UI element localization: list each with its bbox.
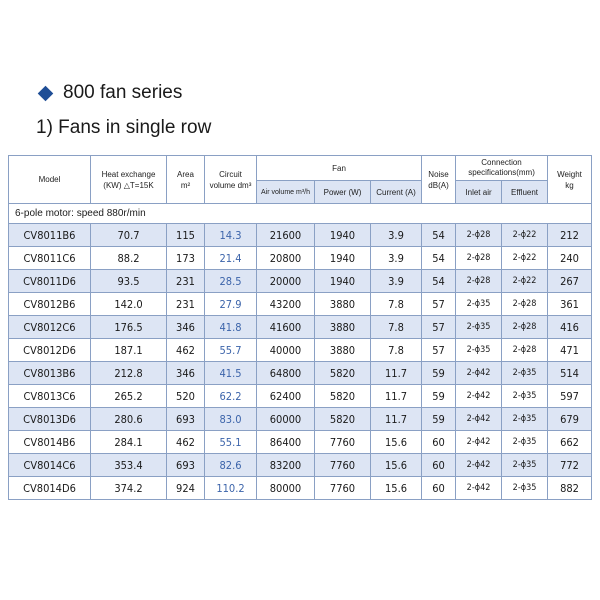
cell-inlet-air: 2-ϕ42 <box>456 362 502 385</box>
cell-air-volume: 40000 <box>257 339 315 362</box>
col-fan-header: Fan <box>257 156 422 181</box>
col-air-volume-header: Air volume m³/h <box>257 181 315 204</box>
cell-inlet-air: 2-ϕ42 <box>456 385 502 408</box>
cell-current: 11.7 <box>371 362 422 385</box>
cell-heat-exchange: 70.7 <box>91 224 167 247</box>
cell-power: 3880 <box>315 293 371 316</box>
cell-effluent: 2-ϕ22 <box>502 224 548 247</box>
cell-heat-exchange: 142.0 <box>91 293 167 316</box>
cell-heat-exchange: 265.2 <box>91 385 167 408</box>
cell-inlet-air: 2-ϕ28 <box>456 247 502 270</box>
cell-circuit-volume: 110.2 <box>205 477 257 500</box>
cell-power: 1940 <box>315 270 371 293</box>
cell-area: 693 <box>167 408 205 431</box>
cell-air-volume: 80000 <box>257 477 315 500</box>
cell-effluent: 2-ϕ35 <box>502 362 548 385</box>
col-heat-header: Heat exchange (KW) △T=15K <box>91 156 167 204</box>
table-row <box>9 339 592 362</box>
cell-circuit-volume: 55.1 <box>205 431 257 454</box>
col-noise-header: Noise dB(A) <box>422 156 456 204</box>
cell-air-volume: 20000 <box>257 270 315 293</box>
cell-noise: 57 <box>422 316 456 339</box>
cell-power: 7760 <box>315 477 371 500</box>
table-row <box>9 431 592 454</box>
table-row <box>9 385 592 408</box>
cell-current: 7.8 <box>371 293 422 316</box>
cell-model: CV8012C6 <box>9 316 91 339</box>
series-heading <box>40 82 182 104</box>
cell-inlet-air: 2-ϕ35 <box>456 339 502 362</box>
cell-weight: 267 <box>548 270 592 293</box>
series-heading-text: 800 fan series <box>63 82 183 103</box>
cell-current: 7.8 <box>371 339 422 362</box>
table-body <box>9 204 592 500</box>
cell-circuit-volume: 41.8 <box>205 316 257 339</box>
cell-model: CV8011D6 <box>9 270 91 293</box>
cell-air-volume: 43200 <box>257 293 315 316</box>
col-area-header: Area m² <box>167 156 205 204</box>
cell-model: CV8013D6 <box>9 408 91 431</box>
cell-area: 462 <box>167 339 205 362</box>
cell-effluent: 2-ϕ35 <box>502 408 548 431</box>
cell-circuit-volume: 28.5 <box>205 270 257 293</box>
cell-effluent: 2-ϕ35 <box>502 454 548 477</box>
table-header <box>9 156 592 204</box>
table-row <box>9 224 592 247</box>
cell-area: 231 <box>167 270 205 293</box>
cell-circuit-volume: 14.3 <box>205 224 257 247</box>
cell-weight: 240 <box>548 247 592 270</box>
cell-weight: 361 <box>548 293 592 316</box>
cell-model: CV8013B6 <box>9 362 91 385</box>
diamond-bullet-icon <box>38 85 54 101</box>
cell-weight: 416 <box>548 316 592 339</box>
cell-noise: 57 <box>422 339 456 362</box>
cell-current: 7.8 <box>371 316 422 339</box>
cell-inlet-air: 2-ϕ42 <box>456 454 502 477</box>
cell-inlet-air: 2-ϕ35 <box>456 316 502 339</box>
cell-noise: 54 <box>422 270 456 293</box>
cell-weight: 679 <box>548 408 592 431</box>
col-inlet-header: Inlet air <box>456 181 502 204</box>
cell-air-volume: 60000 <box>257 408 315 431</box>
cell-noise: 60 <box>422 454 456 477</box>
cell-noise: 59 <box>422 362 456 385</box>
cell-circuit-volume: 83.0 <box>205 408 257 431</box>
cell-heat-exchange: 284.1 <box>91 431 167 454</box>
cell-effluent: 2-ϕ28 <box>502 316 548 339</box>
cell-area: 924 <box>167 477 205 500</box>
cell-current: 15.6 <box>371 454 422 477</box>
cell-noise: 54 <box>422 224 456 247</box>
col-connection-header: Connection specifications(mm) <box>456 156 548 181</box>
cell-heat-exchange: 212.8 <box>91 362 167 385</box>
table-row <box>9 454 592 477</box>
cell-inlet-air: 2-ϕ35 <box>456 293 502 316</box>
cell-current: 15.6 <box>371 431 422 454</box>
cell-model: CV8014D6 <box>9 477 91 500</box>
cell-air-volume: 83200 <box>257 454 315 477</box>
cell-effluent: 2-ϕ28 <box>502 293 548 316</box>
cell-heat-exchange: 88.2 <box>91 247 167 270</box>
section-heading: 1) Fans in single row <box>36 117 212 138</box>
cell-heat-exchange: 93.5 <box>91 270 167 293</box>
cell-model: CV8011B6 <box>9 224 91 247</box>
cell-noise: 59 <box>422 408 456 431</box>
cell-model: CV8012D6 <box>9 339 91 362</box>
cell-power: 1940 <box>315 247 371 270</box>
col-circuit-header: Circuit volume dm³ <box>205 156 257 204</box>
col-weight-header: Weight kg <box>548 156 592 204</box>
cell-current: 11.7 <box>371 408 422 431</box>
cell-noise: 60 <box>422 477 456 500</box>
cell-weight: 882 <box>548 477 592 500</box>
cell-current: 15.6 <box>371 477 422 500</box>
cell-area: 346 <box>167 316 205 339</box>
cell-power: 1940 <box>315 224 371 247</box>
cell-area: 462 <box>167 431 205 454</box>
cell-inlet-air: 2-ϕ28 <box>456 270 502 293</box>
cell-model: CV8011C6 <box>9 247 91 270</box>
cell-area: 173 <box>167 247 205 270</box>
col-power-header: Power (W) <box>315 181 371 204</box>
cell-air-volume: 62400 <box>257 385 315 408</box>
cell-noise: 54 <box>422 247 456 270</box>
cell-circuit-volume: 27.9 <box>205 293 257 316</box>
cell-inlet-air: 2-ϕ42 <box>456 431 502 454</box>
cell-current: 11.7 <box>371 385 422 408</box>
cell-effluent: 2-ϕ28 <box>502 339 548 362</box>
cell-circuit-volume: 21.4 <box>205 247 257 270</box>
cell-power: 3880 <box>315 316 371 339</box>
cell-weight: 772 <box>548 454 592 477</box>
cell-inlet-air: 2-ϕ28 <box>456 224 502 247</box>
cell-circuit-volume: 41.5 <box>205 362 257 385</box>
table-row <box>9 293 592 316</box>
cell-effluent: 2-ϕ35 <box>502 385 548 408</box>
cell-model: CV8014C6 <box>9 454 91 477</box>
cell-current: 3.9 <box>371 224 422 247</box>
cell-weight: 662 <box>548 431 592 454</box>
cell-heat-exchange: 353.4 <box>91 454 167 477</box>
cell-air-volume: 20800 <box>257 247 315 270</box>
col-effluent-header: Effluent <box>502 181 548 204</box>
spec-table <box>8 155 592 500</box>
cell-current: 3.9 <box>371 247 422 270</box>
cell-circuit-volume: 62.2 <box>205 385 257 408</box>
table-row <box>9 247 592 270</box>
col-current-header: Current (A) <box>371 181 422 204</box>
cell-model: CV8012B6 <box>9 293 91 316</box>
cell-model: CV8014B6 <box>9 431 91 454</box>
cell-effluent: 2-ϕ35 <box>502 477 548 500</box>
cell-noise: 59 <box>422 385 456 408</box>
cell-area: 346 <box>167 362 205 385</box>
cell-heat-exchange: 374.2 <box>91 477 167 500</box>
cell-area: 693 <box>167 454 205 477</box>
cell-power: 5820 <box>315 385 371 408</box>
table-row <box>9 316 592 339</box>
cell-weight: 597 <box>548 385 592 408</box>
cell-power: 3880 <box>315 339 371 362</box>
cell-heat-exchange: 280.6 <box>91 408 167 431</box>
cell-heat-exchange: 187.1 <box>91 339 167 362</box>
table-row <box>9 362 592 385</box>
cell-current: 3.9 <box>371 270 422 293</box>
cell-weight: 212 <box>548 224 592 247</box>
cell-area: 520 <box>167 385 205 408</box>
col-model-header: Model <box>9 156 91 204</box>
table-row <box>9 408 592 431</box>
cell-heat-exchange: 176.5 <box>91 316 167 339</box>
cell-circuit-volume: 82.6 <box>205 454 257 477</box>
cell-power: 7760 <box>315 454 371 477</box>
cell-effluent: 2-ϕ35 <box>502 431 548 454</box>
cell-power: 5820 <box>315 408 371 431</box>
cell-circuit-volume: 55.7 <box>205 339 257 362</box>
cell-power: 7760 <box>315 431 371 454</box>
cell-power: 5820 <box>315 362 371 385</box>
cell-air-volume: 64800 <box>257 362 315 385</box>
cell-air-volume: 86400 <box>257 431 315 454</box>
table-row <box>9 270 592 293</box>
cell-weight: 514 <box>548 362 592 385</box>
cell-inlet-air: 2-ϕ42 <box>456 477 502 500</box>
cell-effluent: 2-ϕ22 <box>502 247 548 270</box>
cell-effluent: 2-ϕ22 <box>502 270 548 293</box>
cell-area: 231 <box>167 293 205 316</box>
cell-air-volume: 41600 <box>257 316 315 339</box>
cell-area: 115 <box>167 224 205 247</box>
cell-noise: 57 <box>422 293 456 316</box>
table-row <box>9 477 592 500</box>
cell-air-volume: 21600 <box>257 224 315 247</box>
section-row-label: 6-pole motor: speed 880r/min <box>9 204 592 224</box>
cell-weight: 471 <box>548 339 592 362</box>
cell-model: CV8013C6 <box>9 385 91 408</box>
cell-noise: 60 <box>422 431 456 454</box>
cell-inlet-air: 2-ϕ42 <box>456 408 502 431</box>
